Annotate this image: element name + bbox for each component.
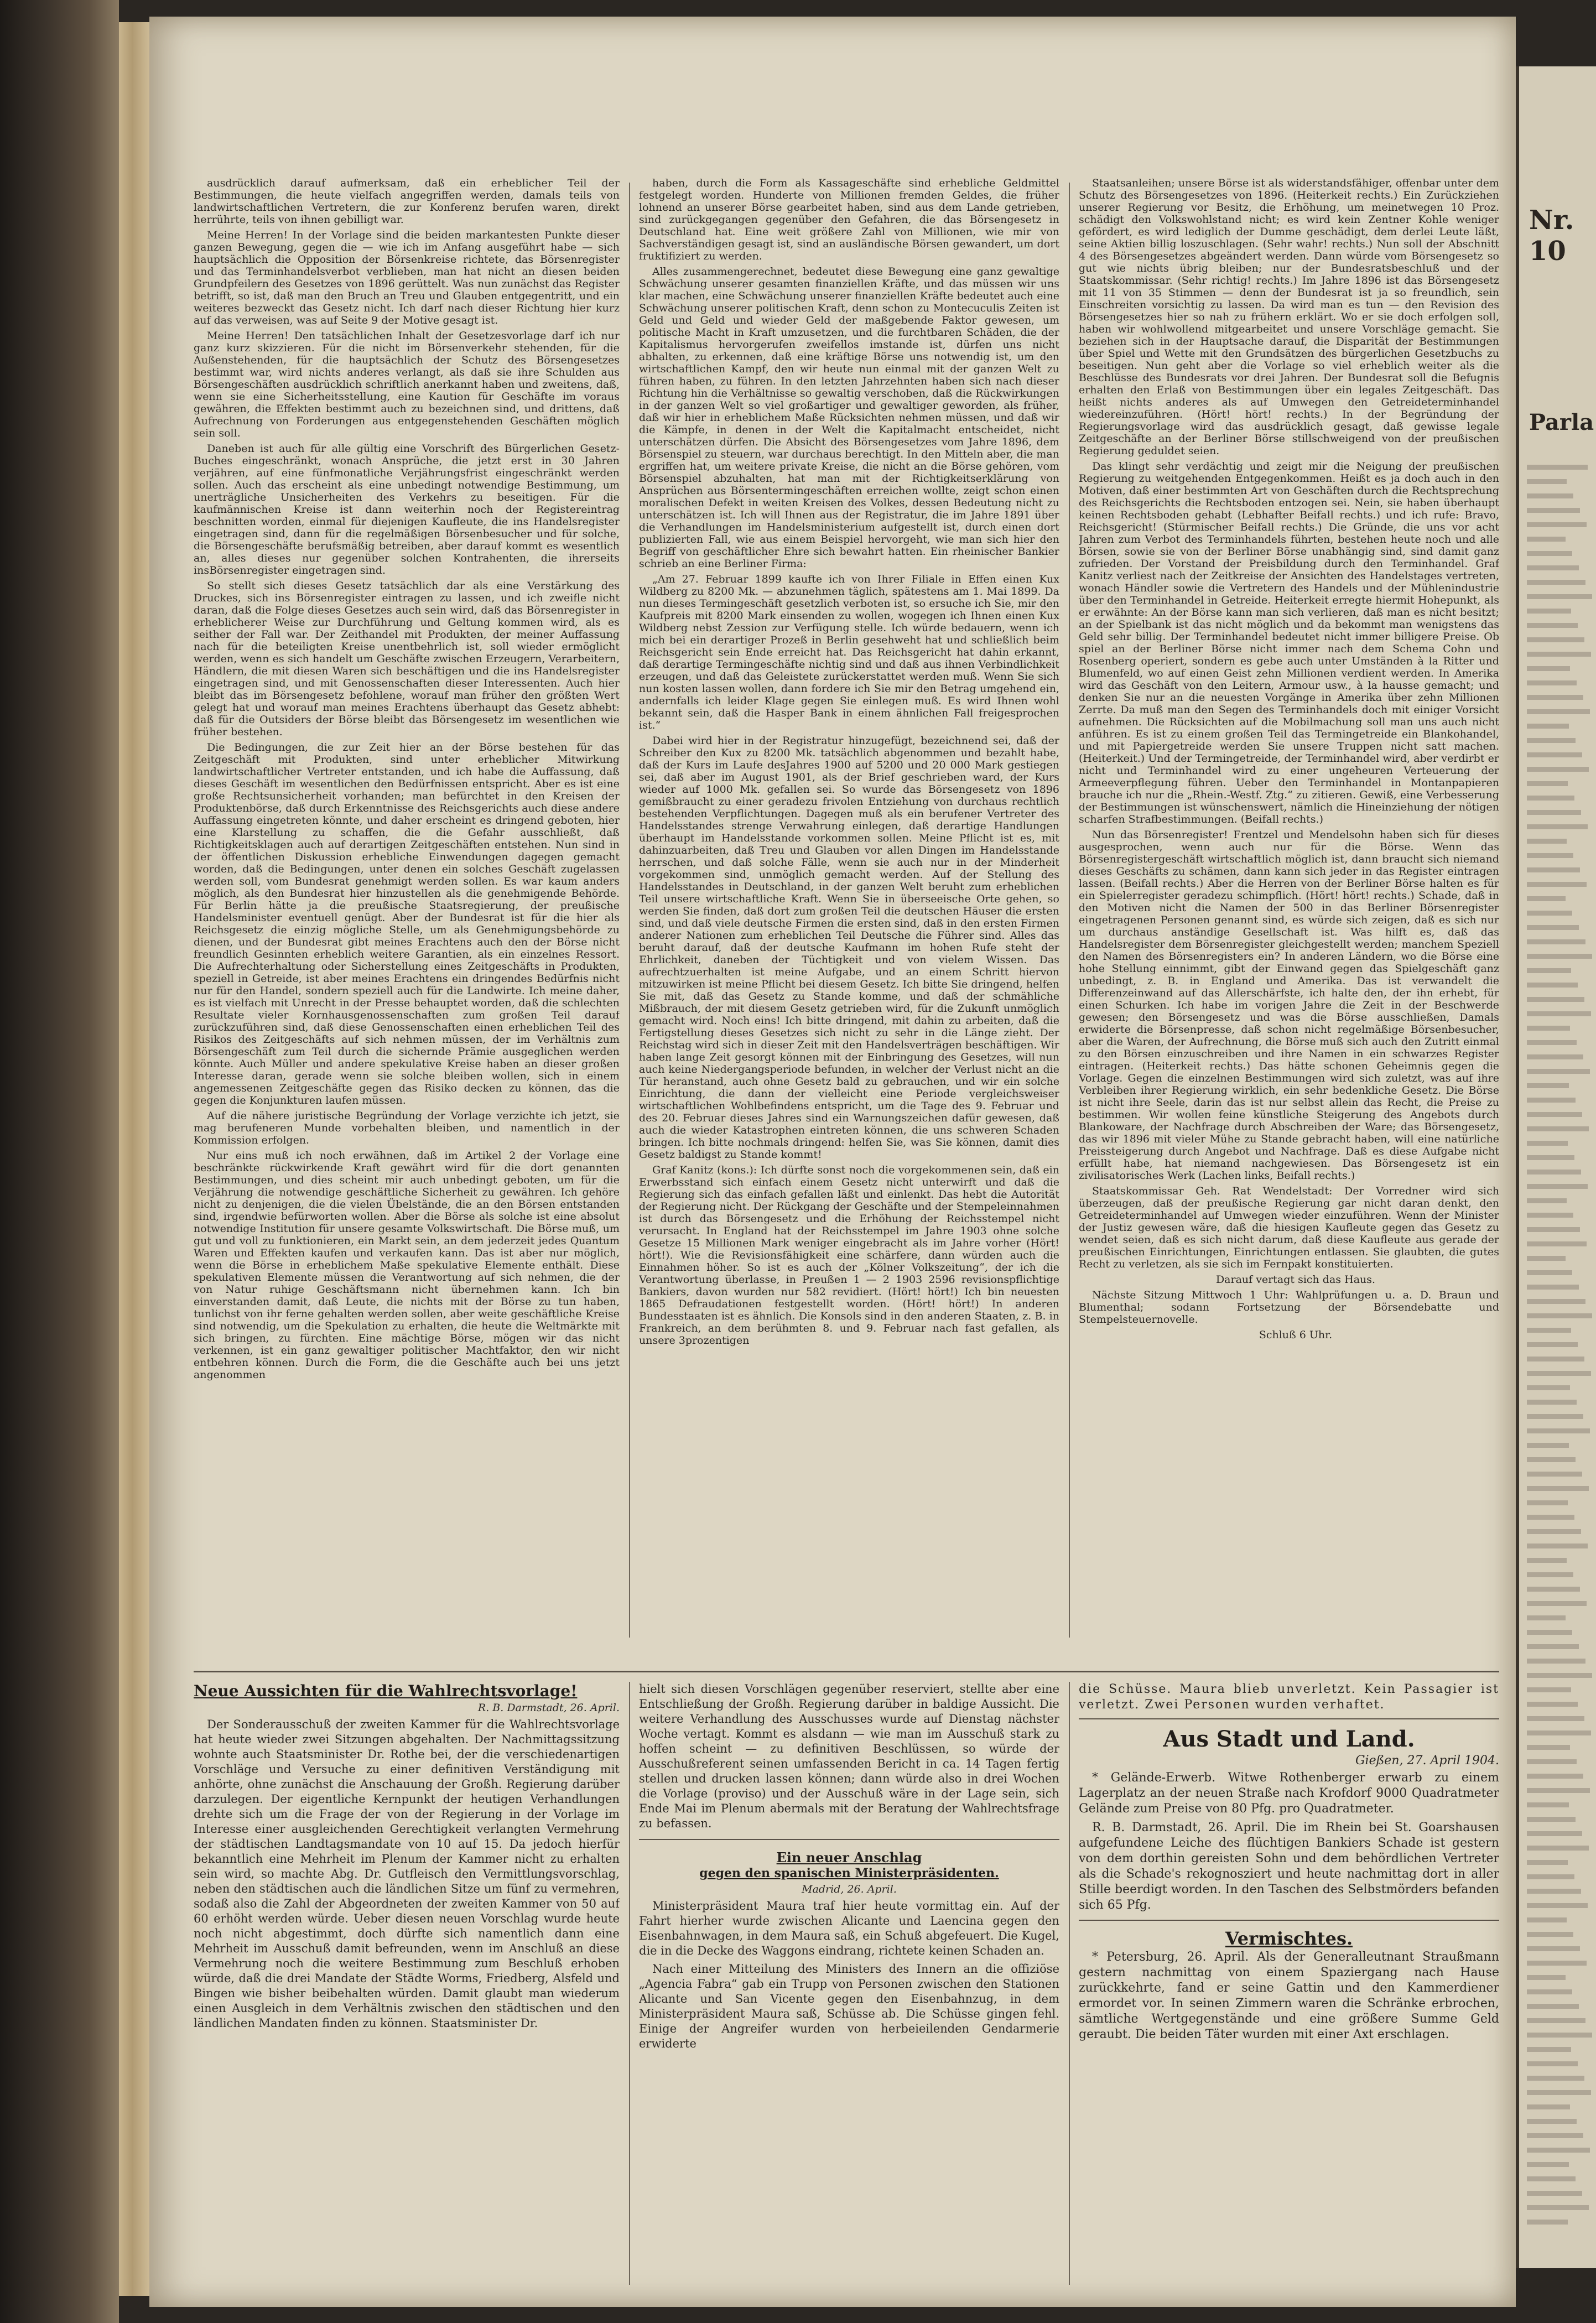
paragraph: Graf Kanitz (kons.): Ich dürfte sonst noch die vorgekommenen sein, daß ein Erwerbsstand sich einfach einem Gesetz nicht unterwirft und daß die Regierung sich das einfach gefallen läßt und einlenkt. Das hebt die Autorität der Regierung nicht. Der Rückgang der Geschäfte und der Stempeleinnahmen ist durch das Börsengesetz und die Erhöhung der Reichsstempel nicht verursacht. In England hat der Reichsstempel im Jahre 1903 ohne solche Gesetze 15 Millionen Mark weniger eingebracht als im Jahre vorher (Hört! hört!). Wie die Revisionsfähigkeit eine schärfere, dann würden auch die Einnahmen höher. So ist es auch der „Kölner Volkszeitung“, der ich die Verantwortung überlasse, in Preußen 1 — 2 1903 2596 revisionspflichtige Bankiers, davon wurden nur 582 revidiert. (Hört! hört!) Ich bin neuesten 1865 Defraudationen festgestellt worden. (Hört! hört!) In anderen Bundesstaaten ist es ähnlich. Die Konsols sind in den anderen Staaten, z. B. in Frankreich, an dem berühmten 8. und 9. Februar nach fast gefallen, als unsere 3prozentigen	[639, 1164, 1059, 1347]
adjacent-page-text-line	[1527, 911, 1572, 916]
paragraph: haben, durch die Form als Kassageschäfte sind erhebliche Geldmittel festgelegt worden. Hunderte von Millionen fremden Geldes, die früher lohnend an unserer Börse gearbeitet haben, sind aus dem Lande getrieben, sind zurückgegangen gegenüber den Gefahren, die das Börsengesetz in Deutschland hat. Eine weit größere Zahl von Millionen, wie mir von Sachverständigen gesagt ist, sind an ausländische Börsen gewandert, um dort fruktifiziert zu werden.	[639, 177, 1059, 262]
adjacent-page-text-line	[1527, 2076, 1584, 2081]
adjacent-page-text-line	[1527, 1730, 1591, 1735]
stadt-land-column	[1079, 1682, 1499, 2285]
adjacent-page-text-line	[1527, 1759, 1577, 1764]
adjacent-page-text-line	[1527, 1932, 1573, 1937]
adjacent-page-text-line	[1527, 479, 1567, 484]
adjacent-page-text-line	[1527, 652, 1591, 657]
adjacent-page-text-line	[1527, 1083, 1569, 1088]
adjacent-page-text-line	[1527, 997, 1584, 1002]
adjacent-page-text-line	[1527, 594, 1592, 599]
paragraph: Auf die nähere juristische Begründung der Vorlage verzichte ich jetzt, sie mag berufeneren Munde vorbehalten bleiben, und namentlich in der Kommission erfolgen.	[194, 1110, 620, 1146]
adjacent-page-text-line	[1527, 2119, 1577, 2124]
adjacent-page-text-line	[1527, 609, 1571, 614]
adjacent-page-text-line	[1527, 1917, 1567, 1922]
adjacent-page-text-line	[1527, 1098, 1576, 1103]
section-rule	[194, 1671, 1499, 1672]
adjacent-page-text-line	[1527, 983, 1578, 988]
adjacent-page-text-line	[1527, 2176, 1576, 2181]
wahlrecht-column-2	[639, 1682, 1059, 2285]
paragraph: Daneben ist auch für alle gültig eine Vorschrift des Bürgerlichen Gesetz-Buches eingeschränkt, wonach Ansprüche, die jetzt erst in 30 Jahren verjähren, auf eine fünfmonatliche Verjährungsfrist eingeschränkt werden sollen. Auch das erscheint als eine unbedingt notwendige Bestimmung, um unerträgliche Unsicherheiten des Verkehrs zu beseitigen. Für die kaufmännischen Kreise ist dann weiterhin noch der Registereintrag beschnitten worden, einmal für diejenigen Kaufleute, die ins Handelsregister eingetragen sind, dann für die regelmäßigen Börsenbesucher und für solche, die Börsengeschäfte berufsmäßig betreiben, aber darauf kommt es wesentlich an, alles dieses nur gegenüber solchen Kontrahenten, die ihrerseits insBörsenregister eingetragen sind.	[194, 443, 620, 576]
adjacent-page-text-line	[1527, 1054, 1583, 1059]
paragraph: Nächste Sitzung Mittwoch 1 Uhr: Wahlprüfungen u. a. D. Braun und Blumenthal; sodann Fortsetzung der Börsendebatte und Stempelsteuernovelle.	[1079, 1289, 1499, 1326]
adjacent-page-text-line	[1527, 1659, 1585, 1664]
adjacent-page-text-line	[1527, 1126, 1589, 1131]
adjacent-page-text-line	[1527, 1846, 1589, 1851]
adjacent-page-text-line	[1527, 1011, 1591, 1016]
adjacent-page-text-line	[1527, 537, 1566, 542]
column-rule	[629, 183, 630, 1638]
adjacent-page-text-line	[1527, 839, 1567, 844]
column-rule	[1069, 183, 1070, 1638]
adjacent-page-text-line	[1527, 1975, 1566, 1980]
adjacent-page-text-line	[1527, 968, 1571, 973]
paragraph: * Gelände-Erwerb. Witwe Rothenberger erwarb zu einem Lagerplatz an der neuen Straße nach Krofdorf 9000 Quadratmeter Gelände zum Preise von 80 Pfg. pro Quadratmeter.	[1079, 1771, 1499, 1816]
paragraph: Alles zusammengerechnet, bedeutet diese Bewegung eine ganz gewaltige Schwächung unserer gesamten finanziellen Kräfte, und das müssen wir uns klar machen, eine Schwächung unserer finanziellen Kräfte bedeutet auch eine Schwächung unserer politischen Kraft, denn schon zu Montecuculis Zeiten ist Geld und Geld und wieder Geld der maßgebende Faktor gewesen, um politische Macht in Kraft umzusetzen, und die furchtbaren Schäden, die der Kapitalismus hervorgerufen zweifellos imstande ist, dürfen uns nicht abhalten, zu erkennen, daß eine kräftige Börse uns notwendig ist, um den wirtschaftlichen Kampf, den wir heute nun einmal mit der ganzen Welt zu führen haben, zu führen. In den letzten Jahrzehnten haben sich nach dieser Richtung hin die Verhältnisse so gewaltig verschoben, daß die Rückwirkungen in der ganzen Welt so viel großartiger und gewaltiger geworden, als früher, daß wir hier in erheblichem Maße Rücksichten nehmen müssen, und daß wir die Kämpfe, in denen in der Welt die Kapitalmacht entscheidet, nicht unterschätzen dürfen. Die Absicht des Börsengesetzes vom Jahre 1896, dem Börsenspiel zu steuern, war durchaus berechtigt. In den Mitteln aber, die man ergriffen hat, um weitere private Kreise, die nicht an die Börse gehören, vom Börsenspiel abzuhalten, hat man mit der Richtigkeitserklärung von Ansprüchen aus Börsentermingeschäften erreichen wollte, zeigt schon einen moralischen Defekt in weiten Kreisen des Volkes, dessen Bedeutung nicht zu unterschätzen ist. Ich will Ihnen aus der Registratur, die im Jahre 1891 über die Verhandlungen im Handelsministerium aufgestellt ist, durch einen dort publizierten Fall, wie aus einem Beispiel hervorgeht, wie man sich hier den Begriff von geschäftlicher Ehre sich bewahrt hatten. Ein rheinischer Bankier schrieb an eine Berliner Firma:	[639, 266, 1059, 570]
adjacent-page-text-line	[1527, 522, 1587, 527]
adjacent-page-text-line	[1527, 2018, 1585, 2023]
adjacent-page-text-line	[1527, 1141, 1568, 1146]
adjacent-page-text-line	[1527, 781, 1568, 786]
adjacent-page-text-line	[1527, 1069, 1590, 1074]
stadt-land-title: Aus Stadt und Land.	[1163, 1726, 1415, 1752]
anschlag-dateline: Madrid, 26. April.	[802, 1883, 897, 1895]
adjacent-page-text-line	[1527, 1472, 1582, 1477]
adjacent-page-text-line	[1527, 2162, 1569, 2167]
adjacent-page-text-line	[1527, 1989, 1572, 1994]
adjacent-page-text-line	[1527, 1026, 1570, 1031]
adjacent-page-text-line	[1527, 882, 1587, 887]
adjacent-page-text-line	[1527, 1961, 1587, 1966]
paragraph: Dabei wird hier in der Registratur hinzugefügt, bezeichnend sei, daß der Schreiber den Kux zu 8200 Mk. tatsächlich abgenommen und bezahlt habe, daß der Kurs im Laufe desJahres 1900 auf 5200 und 20 000 Mark gestiegen sei, daß aber im August 1901, als der Brief geschrieben ward, der Kurs wieder auf 1000 Mk. gefallen sei. So wurde das Börsengesetz von 1896 gemißbraucht zu einer geradezu frivolen Entziehung von durchaus rechtlich bestehenden Verpflichtungen. Dagegen muß als ein berufener Vertreter des Handelsstandes strenge Verwahrung einlegen, daß derartige Handlungen überhaupt im Handelsstande vorkommen sollen. Meine Pflicht ist es, mit dahinzuarbeiten, daß Treu und Glauben vor allen Dingen im Handelsstande herrschen, und daß solche Fälle, wenn sie auch nur in der Minderheit vorgekommen sind, unmöglich gemacht werden. Auf der Stellung des Handelsstandes in Deutschland, in der ganzen Welt beruht zum erheblichen Teil unsere wirtschaftliche Kraft. Wenn Sie in überseeische Orte gehen, so werden Sie finden, daß dort zum großen Teil die deutschen Häuser die ersten sind, und daß viele deutsche Firmen die ersten sind, daß in den ersten Firmen anderer Nationen zum erheblichen Teil Deutsche die Führer sind. Alles das beruht darauf, daß der deutsche Kaufmann im hohen Rufe steht der Ehrlichkeit, daneben der Tüchtigkeit und von vielem Wissen. Das aufrechtzuerhalten ist meine Aufgabe, und an einem Schritt hiervon mitzuwirken ist meine Pflicht bei diesem Gesetz. Ich bitte Sie dringend, helfen Sie mit, daß das Gesetz zu Stande komme, und daß der schmähliche Mißbrauch, der mit diesem Gesetz getrieben wird, für die Zukunft unmöglich gemacht wird. Noch eins! Ich bitte dringend, mit dahin zu arbeiten, daß die Fertigstellung dieses Gesetzes sich nicht zu sehr in die Länge zieht. Der Reichstag wird sich in dieser Zeit mit den Handelsverträgen beschäftigen. Wir haben lange Zeit gesorgt können mit der Einbringung des Gesetzes, will nun auch keine Niedergangsperiode befunden, in welcher der Verlust nicht an die Tür heranstand, auch ohne Gesetz bald zu gebrauchen, und wir ein solche Einrichtung, die dann der vielleicht eine Periode vergleichsweiser wirtschaftlichen Wohlbefindens entspricht, um die Tage des 9. Februar und des 20. Februar dieses Jahres sind ein Warnungszeichen dafür gewesen, daß auch die wieder Katastrophen eintreten können, die uns schweren Schaden bringen. Ich bitte nochmals dringend: helfen Sie, was Sie können, damit dies Gesetz baldigst zu Stande kommt!	[639, 735, 1059, 1161]
wahlrecht-column-1	[194, 1682, 620, 2285]
adjacent-page-text-line	[1527, 1184, 1588, 1189]
adjacent-page-text-line	[1527, 2220, 1568, 2225]
adjacent-page-text-line	[1527, 1270, 1572, 1275]
adjacent-page-text-line	[1527, 1256, 1566, 1261]
anschlag-title: Ein neuer Anschlag	[776, 1849, 922, 1865]
adjacent-page-text-line	[1527, 1313, 1592, 1318]
paragraph: Nach einer Mitteilung des Ministers des Innern an die offiziöse „Agencia Fabra“ gab ein Trupp von Personen zwischen den Stationen Alicante und San Vicente gegen den Eisenbahnzug, in dem Ministerpräsident Maura saß, Schüsse ab. Die Schüsse gingen fehl. Einige der Angreifer wurden von herbeieilenden Gendarmerie erwiderte	[639, 1962, 1059, 2050]
adjacent-page-text-line	[1527, 2061, 1578, 2066]
adjacent-page-text-line	[1527, 853, 1573, 858]
adjacent-page-text-line	[1527, 796, 1574, 801]
adjacent-page-text-line	[1527, 1745, 1570, 1750]
adjacent-page-text-line	[1527, 1443, 1569, 1448]
paragraph: So stellt sich dieses Gesetz tatsächlich dar als eine Verstärkung des Druckes, sich ins Börsenregister eintragen zu lassen, und ich zweifle nicht daran, daß die Folge dieses Gesetzes auch sein wird, daß das Börsenregister in erheblicherer Weise zur Durchführung und Geltung kommen wird, als es seither der Fall war. Der Zeithandel mit Produkten, der meiner Auffassung nach für die beteiligten Kreise unentbehrlich ist, soll wieder ermöglicht werden, wenn es sich handelt um Geschäfte zwischen Erzeugern, Verarbeitern, Händlern, die mit diesen Waren sich beschäftigen und die ins Handelsregister eingetragen sind, und mit Genossenschaften dieser Interessenten. Auch hier bleibt das im Börsengesetz befohlene, worauf man früher den größten Wert gelegt hat und worauf man meines Erachtens überhaupt das Gesetz abhebt: daß für die Outsiders der Börse bleibt das Börsengesetz im wesentlichen wie früher bestehen.	[194, 580, 620, 738]
adjacent-page-text-line	[1527, 738, 1576, 743]
adjacent-page-text-line	[1527, 1170, 1581, 1175]
adjacent-page-text-line	[1527, 508, 1580, 513]
adjacent-page-text-line	[1527, 1716, 1584, 1721]
adjacent-page-text-line	[1527, 1285, 1579, 1290]
top-column-2	[639, 177, 1059, 1632]
adjacent-page-text-line	[1527, 1544, 1588, 1548]
adjacent-page-text-line	[1527, 810, 1581, 815]
adjacent-page-text-line	[1527, 1630, 1572, 1635]
paragraph: Das klingt sehr verdächtig und zeigt mir die Neigung der preußischen Regierung zu weitgehenden Entgegenkommen. Heißt es ja doch auch in den Motiven, daß einer bestimmten Art von Geschäften durch die Rechtsprechung des Reichsgerichts die Rechtsboden entzogen sei. Nein, sie haben überhaupt keinen Rechtsboden gehabt (Lebhafter Beifall rechts.) und ich rufe: Bravo, Reichsgericht! (Stürmischer Beifall rechts.) Die Gründe, die uns vor acht Jahren zum Verbot des Terminhandels führten, bestehen heute noch und alle Börsen, sowie sie von der Berliner Börse unabhängig sind, sind damit ganz zufrieden. Der Vorstand der Preisbildung durch den Terminhandel. Graf Kanitz verliest nach der Zeitkreise der Ansichten des Handelstages vertreten, wonach Händler sowie die Vertretern des Handels und der Mühlenindustrie über den Terminhandel in Getreide. Heiterkeit erregte hiermit Hohepunkt, als er erwähnte: An der Börse kann man sich verlieren, daß man es nicht besitzt; an der Spielbank ist das nicht möglich und da bekommt man wenigstens das Geld sehr billig. Der Terminhandel bedeutet nicht immer billigere Preise. Ob spiel an der Berliner Börse nicht immer nach dem Schema Cohn und Rosenberg operiert, sondern es gebe auch unter Umständen à la Ritter und Blumenfeld, wo auf einen Geist zehn Millionen verdient werden. In Amerika wird das Geschäft von den Leitern, Armour usw., à la hausse gemacht; und denken Sie nur an die neuesten Vorgänge in Amerika über zehn Millionen Zerrte. Da muß man den Segen des Terminhandels doch mit einiger Vorsicht aufnehmen. Die Rücksichten auf die Mobilmachung soll man uns auch nicht anführen. Es ist zu einem großen Teil das Termingetreide ein Blankohandel, und mit Papiergetreide werden Sie unsere Truppen nicht satt machen. (Heiterkeit.) Und der Termingetreide, der Terminhandel wird, aber verdirbt er nicht und Terminhandel wird zu einer ungeheuren Verteuerung der Armeeverpflegung führen. Ueber den Terminhandel in Montanpapieren brauche ich nur die „Rhein.-Westf. Ztg.“ zu zitieren. Gewiß, eine Verbesserung der Bestimmungen ist wünschenswert, nämlich die Hineinziehung der nötigen scharfen Strafbestimmungen. (Beifall rechts.)	[1079, 460, 1499, 825]
adjacent-page-text-line	[1527, 1385, 1570, 1390]
adjacent-page-text-line	[1527, 1227, 1580, 1232]
page-edge	[119, 22, 152, 2296]
paragraph: Der Sonderausschuß der zweiten Kammer für die Wahlrechtsvorlage hat heute wieder zwei Sitzungen abgehalten. Der Nachmittagssitzung wohnte auch Staatsminister Dr. Rothe bei, der die verschiedenartigen Vorschläge und Versuche zu einer definitiven Verständigung mit anhörte, ohne zunächst die Anschauung der Großh. Regierung darüber darzulegen. Der eigentliche Kernpunkt der heutigen Verhandlungen drehte sich um die Frage der von der Regierung in der Vorlage im Interesse einer ausgleichenden Gerechtigkeit verlangten Vermehrung der städtischen Landtagsmandate von 10 auf 15. Da jedoch hierfür bekanntlich eine Mehrheit im Plenum der Kammer nicht zu erhalten sein wird, so machte Abg. Dr. Gutfleisch den Vermittlungsvorschlag, neben den städtischen auch die ländlichen Sitze um fünf zu vermehren, sodaß also die Zahl der Abgeordneten der zweiten Kammer von 50 auf 60 erhöht werden würde. Ueber diesen neuen Vorschlag wurde heute noch nicht abgestimmt, doch dürfte sich namentlich dann eine Mehrheit im Ausschuß damit befreunden, wenn im Anschluß an diese Vermehrung noch die weitere Bestimmung zum Beschluß erhoben würde, daß die drei Mandate der Städte Worms, Friedberg, Alsfeld und Bingen wie bisher beibehalten würden. Damit glaubt man wiederum einen Ausgleich in dem Verhältnis zwischen den städtischen und den ländlichen Mandaten finden zu können. Staatsminister Dr.	[194, 1718, 620, 2030]
adjacent-page-text-line	[1527, 1860, 1568, 1865]
adjacent-page-text-line	[1527, 1299, 1585, 1304]
adjacent-page-text-line	[1527, 1802, 1569, 1807]
adjacent-page-text-line	[1527, 2090, 1591, 2095]
paragraph: Meine Herren! In der Vorlage sind die beiden markantesten Punkte dieser ganzen Bewegung, gegen die — wie ich im Anfang ausgeführt habe — sich hauptsächlich die Opposition der Börsenkreise richtete, das Börsenregister und das Terminhandelsverbot verblieben, man hat nicht an diesen beiden Grundpfeilern des Gesetzes von 1896 gerüttelt. Was nun zunächst das Register betrifft, so ist, daß man den Bruch an Treu und Glauben entgegentritt, und ein weiteres bezweckt das Gesetz nicht. Ich darf nach dieser Richtung hier kurz auf das verweisen, was auf Seite 9 der Motive gesagt ist.	[194, 229, 620, 326]
adjacent-page-text-line	[1527, 2033, 1592, 2038]
paragraph: „Am 27. Februar 1899 kaufte ich von Ihrer Filiale in Effen einen Kux Wildberg zu 8200 Mk. — abzunehmen täglich, spätestens am 1. Mai 1899. Da nun dieses Termingeschäft gesetzlich verboten ist, so ersuche ich Sie, mir den Kaufpreis mit 8200 Mark einsenden zu wollen, wogegen ich Ihnen einen Kux Wildberg nebst Zession zur Verfügung stelle. Ich würde bedauern, wenn ich mich bei ein derartiger Prozeß in Berlin gesehweht hat und schließlich beim Reichsgericht sein Ende erreicht hat. Das Reichsgericht hat dahin erkannt, daß derartige Termingeschäfte nichtig sind und daß aus ihnen Verbindlichkeit erzeugen, und daß das Geleistete zurückerstattet werden muß. Wenn Sie sich nun kosten lassen wollen, dann fordere ich Sie mir den Betrag umgehend ein, andernfalls ich leider Klage gegen Sie einlegen muß. Es wird Ihnen wohl bekannt sein, daß die Hasper Bank in einem ähnlichen Fall freigesprochen ist.“	[639, 573, 1059, 731]
adjacent-page-text-line	[1527, 1515, 1574, 1520]
newspaper-page	[149, 17, 1516, 2307]
adjacent-page-text-line	[1527, 709, 1590, 714]
adjacent-page-text-line	[1527, 2104, 1570, 2109]
adjacent-page-text-line	[1527, 1889, 1581, 1894]
adjacent-page-text-line	[1527, 1342, 1578, 1347]
column-rule	[1069, 1682, 1070, 2285]
adjacent-page-text-line	[1527, 1112, 1582, 1117]
wahlrecht-heading: Neue Aussichten für die Wahlrechtsvorlage!	[194, 1682, 578, 1700]
adjacent-page-text-line	[1527, 2191, 1582, 2196]
adjacent-page-text-line	[1527, 1558, 1567, 1563]
adjacent-page-text-line	[1527, 1817, 1576, 1822]
anschlag-subtitle: gegen den spanischen Ministerpräsidenten.	[699, 1866, 999, 1880]
paragraph: hielt sich diesen Vorschlägen gegenüber reserviert, stellte aber eine Entschließung der Großh. Regierung darüber in baldige Aussicht. Die weitere Verhandlung des Ausschusses wurde auf Dienstag nächster Woche vertagt. Kommt es alsdann — wie man im Ausschuß stark zu hoffen scheint — zu definitiven Beschlüssen, so würde der Ausschußreferent seinen umfassenden Bericht in ca. 14 Tagen fertig stellen und drucken lassen können; dann würde also in drei Wochen die Vorlage (proviso) und der Ausschuß wäre in der Lage sein, sich Ende Mai im Plenum abermals mit der Beratung der Wahlrechtsfrage zu befassen.	[639, 1682, 1059, 1830]
adjacent-page-text-line	[1527, 1946, 1580, 1951]
adjacent-page-text-line	[1527, 1155, 1574, 1160]
adjacent-page-text-line	[1527, 1486, 1589, 1491]
article-rule	[639, 1839, 1059, 1840]
closing-line: Schluß 6 Uhr.	[1259, 1329, 1333, 1341]
wahlrecht-dateline: R. B. Darmstadt, 26. April.	[477, 1702, 620, 1714]
book-binding	[0, 0, 119, 2323]
adjacent-page-text-line	[1527, 1400, 1577, 1405]
adjacent-page-text-line	[1527, 925, 1579, 930]
paragraph: Darauf vertagt sich das Haus.	[1215, 1274, 1376, 1286]
adjacent-page-text-line	[1527, 1587, 1580, 1592]
adjacent-page-text-line	[1527, 724, 1569, 729]
adjacent-page-text-line	[1527, 565, 1579, 570]
adjacent-page-header: Nr. 10	[1529, 205, 1574, 267]
adjacent-page-text-line	[1527, 1687, 1571, 1692]
adjacent-page-text-line	[1527, 824, 1588, 829]
adjacent-page-text-line	[1527, 1328, 1571, 1333]
article-rule	[1079, 1920, 1499, 1921]
adjacent-page-text-line	[1527, 1644, 1579, 1649]
adjacent-page-text-line	[1527, 896, 1566, 901]
paragraph: R. B. Darmstadt, 26. April. Die im Rhein bei St. Goarshausen aufgefundene Leiche des flüchtigen Bankiers Schade ist gestern von dem dorthin gereisten Sohn und dem behördlichen Vertreter als die Schade's rekognosziert und heute nachmittag dort in aller Stille beerdigt worden. In den Taschen des Selbstmörders befanden sich 65 Pfg.	[1079, 1821, 1499, 1912]
paragraph: Staatskommissar Geh. Rat Wendelstadt: Der Vorredner wird sich überzeugen, daß der preußische Regierung gar nicht daran denkt, den Getreideterminhandel auf Umwegen wieder einzuführen. Wenn der Minister der Justiz gewesen wäre, daß die hiesigen Kaufleute gegen das Gesetz zu wendet seien, daß es sich nicht darum, daß diese Kaufleute aus gerade der preußischen Einrichtungen, Einrichtungen entlassen. Sie glaubten, die gutes Recht zu verletzen, als sie sich im Fernpakt konstituierten.	[1079, 1185, 1499, 1270]
adjacent-page-text-line	[1527, 2004, 1579, 2009]
adjacent-page-text-line	[1527, 1572, 1573, 1577]
stadt-land-dateline: Gießen, 27. April 1904.	[1355, 1754, 1499, 1768]
adjacent-page-text-line	[1527, 2205, 1589, 2210]
paragraph: die Schüsse. Maura blieb unverletzt. Kein Passagier ist verletzt. Zwei Personen wurden verhaftet.	[1079, 1682, 1499, 1712]
adjacent-page-text-line	[1527, 551, 1572, 556]
adjacent-page-text-line	[1527, 2148, 1590, 2153]
adjacent-page-text-line	[1527, 1903, 1588, 1908]
adjacent-page-text-line	[1527, 1702, 1578, 1707]
adjacent-page-text-line	[1527, 1428, 1590, 1433]
adjacent-page-text-line	[1527, 637, 1584, 642]
adjacent-page-text-line	[1527, 1414, 1583, 1419]
top-column-3	[1079, 177, 1499, 1632]
adjacent-page-text-line	[1527, 2133, 1583, 2138]
adjacent-page-text-line	[1527, 1457, 1576, 1462]
adjacent-page-text-line	[1527, 939, 1585, 944]
paragraph: Meine Herren! Den tatsächlichen Inhalt der Gesetzesvorlage darf ich nur ganz kurz skizzieren. Für die nicht im Börsenverkehr stehenden, für die Außenstehenden, für die hauptsächlich der Schutz des Börsengesetzes bestimmt war, wird nichts anderes verlangt, als daß sie ihre Schulden aus Börsengeschäften ausdrücklich schriftlich anerkannt haben und zweitens, daß, wenn sie eine Sicherheitsstellung, eine Kaution für Geschäfte im voraus gewähren, die Effekten bestimmt auch zu bezeichnen sind, und drittens, daß Aufrechnung von Forderungen aus entgegenstehenden Geschäften möglich sein soll.	[194, 330, 620, 439]
adjacent-page	[1516, 66, 1596, 2268]
adjacent-page-text-line	[1527, 695, 1583, 700]
adjacent-page-text-line	[1527, 1040, 1577, 1045]
adjacent-page-text-line	[1527, 666, 1570, 671]
paragraph: Nun das Börsenregister! Frentzel und Mendelsohn haben sich für dieses ausgesprochen, wenn auch nur für die Börse. Wenn das Börsenregistergeschäft wirtschaftlich möglich ist, dann braucht sich niemand dieses Geschäfts zu schämen, dann kann sich jeder in das Register eintragen lassen. (Beifall rechts.) Aber die Herren von der Berliner Börse halten es für ein Spielerregister geradezu schimpflich. (Hört! hört! rechts.) Schade, daß in den Motiven nicht die Namen der 500 in das Berliner Börsenregister eingetragenen Personen genannt sind, es würde sich zeigen, daß es sich nur um durchaus anständige Gesellschaft ist. Was hilft es, daß das Handelsregister dem Börsenregister gleichgestellt werden; manchem Speziell den Namen des Börsenregisters ein? In anderen Ländern, wo die Börse eine hohe Stellung einnimmt, gibt der Einwand gegen das Spielgeschäft ganz unbedingt, z. B. in England und Amerika. Das ist verwandelt die Differenzeinwand auf das Allerschärfste, ich halte den, der ihn erhebt, für einen Schurken. Ich habe im vorigen Jahre die Zeit in der Beschwerde gewesen; den Börsengesetz und was die Börse ausschließen, Damals erwiderte die Börsenpresse, daß schon nicht regelmäßige Börsenbesucher, aber die Waren, der Aufrechnung, die Börse muß sich auch den Zutritt einmal zu den Börsen einzuschreiben und ihre Namen in ein schwarzes Register eintragen. (Heiterkeit rechts.) Das hätte schonen Geheimnis gegen die Vorlage. Gegen die einzelnen Bestimmungen wird sich zuletzt, was auf ihre Verbleiben ihrer Regierung wirklich, ein sehr bedenkliche Gesetz. Die Börse ist nicht ihre Seele, darin das ist nur selbst allein das Recht, die Preise zu bestimmen. Wir wollen feine künstliche Steigerung des Angebots durch Blankoware, der Nachfrage durch Abschreiben der Ware; das Börsengesetz, das wir 1896 mit vieler Mühe zu Stande gebracht haben, will eine natürliche Preissteigerung durch Angebot und Nachfrage. Daß es diese Aufgabe nicht erfüllt habe, hat niemand nachgewiesen. Das Börsengesetz ist ein zivilisatorisches Werk (Lachen links, Beifall rechts.)	[1079, 829, 1499, 1182]
adjacent-page-text-line	[1527, 2047, 1571, 2052]
adjacent-page-text-line	[1527, 1357, 1584, 1361]
adjacent-page-text-line	[1527, 1241, 1587, 1246]
paragraph: ausdrücklich darauf aufmerksam, daß ein erheblicher Teil der Bestimmungen, die heute vielfach angegriffen werden, damals teils von landwirtschaftlichen Vertretern, die zur Konferenz berufen waren, direkt herrührte, teils von ihnen gebilligt war.	[194, 177, 620, 226]
vermischtes-title: Vermischtes.	[1225, 1928, 1353, 1949]
adjacent-page-text-line	[1527, 752, 1582, 757]
paragraph: Nur eins muß ich noch erwähnen, daß im Artikel 2 der Vorlage eine beschränkte rückwirkende Kraft gewährt wird für die dort genannten Bestimmungen, und dies scheint mir auch unbedingt geboten, um für die Verjährung die notwendige geschäftliche Sicherheit zu gewähren. Ich gehöre nicht zu denjenigen, die die vielen Übelstände, die an den Börsen entstanden sind, irgendwie befürworten wollen. Aber die Börse als solche ist eine absolut notwendige Institution für unsere gesamte Volkswirtschaft. Die Börse muß, um gut und voll zu funktionieren, ein Markt sein, an dem jederzeit jedes Quantum Waren und Effekten kaufen und verkaufen kann. Das ist aber nur möglich, wenn die Börse in erheblichem Maße spekulative Elemente enthält. Diese spekulativen Elemente müssen die Verantwortung auf sich nehmen, die der von Natur ruhige Geschäftsmann nicht übernehmen kann. Ich bin einverstanden damit, daß Leute, die nichts mit der Börse zu tun haben, tunlichst von ihr ferne gehalten werden sollen, aber weite geschäftliche Kreise sind notwendig, um die Spekulation zu erhalten, die heute die Weltmärkte mit sich bringen, zu fürchten. Eine mächtige Börse, mögen wir das nicht verkennen, ist ein ganz gewaltiger politischer Machtfaktor, den wir nicht entbehren können. Durch die Form, die die Geschäfte auch bei uns jetzt angenommen	[194, 1150, 620, 1381]
paragraph: Die Bedingungen, die zur Zeit hier an der Börse bestehen für das Zeitgeschäft mit Produkten, sind unter erheblicher Mitwirkung landwirtschaftlicher Vertreter entstanden, und ich habe die Auffassung, daß dieses Geschäft im wesentlichen den Bedürfnissen entspricht. Aber es ist eine große Rechtsunsicherheit vorhanden; man befürchtet in den Kreisen der Produktenbörse, daß durch Erkenntnisse des Reichsgerichts auch diese andere Auffassung eingetreten könnte, und daher erscheint es dringend geboten, hier eine Klarstellung zu schaffen, die die Gefahr ausschließt, daß Richtigkeitsklagen auch auf derartigen Zeitgeschäften entstehen. Nun sind in der öffentlichen Diskussion erhebliche Einwendungen dagegen gemacht worden, daß die Bedingungen, unter denen ein solches Geschäft zugelassen werden soll, vom Bundesrat genehmigt werden sollen. Es war kaum anders möglich, als den Bundesrat hier hinzustellen als die genehmigende Behörde. Für Berlin hätte ja die preußische Staatsregierung, der preußische Handelsminister eventuell genügt. Aber der Bundesrat ist für die hier als Reichsgesetz die einzig mögliche Stelle, um als Genehmigungsbehörde zu dienen, und der Bundesrat gibt meines Erachtens auch den der Börse nicht freundlich Gesinnten erheblich weitere Garantien, als ein einzelnes Ressort. Die Aufrechterhaltung oder Sicherstellung eines Zeitgeschäfts in Produkten, speziell in Getreide, ist aber meines Erachtens ein dringendes Bedürfnis nicht nur für den Handel, sondern speziell auch für die Landwirte. Ich meine daher, es ist vielfach mit Unrecht in der Presse behauptet worden, daß die schlechten Resultate vieler Kornhausgenossenschaften zum großen Teil darauf zurückzuführen sind, daß diese Genossenschaften einen erheblichen Teil des Risikos des Zeitgeschäfts auf sich nehmen müssen, der im Verhältnis zum Börsengeschäft zum Teil durch die sichernde Prämie ausgeglichen werden könnte. Auch Müller und andere spekulative Kreise haben an dieser großen Interesse daran, gerade wenn sie solche bleiben wollen, sich in einem angemessenen Zeitgeschäfte gegen das Risiko decken zu können, das die gegen die Konjunkturen laufen müssen.	[194, 741, 620, 1106]
column-rule	[629, 1682, 630, 2285]
paragraph: * Petersburg, 26. April. Als der Generalleutnant Straußmann gestern nachmittag von einem Spaziergang nach Hause zurückkehrte, fand er seine Gattin und den Kammerdiener ermordet vor. In seinen Zimmern waren die Schränke erbrochen, sämtliche Wertgegenstände und eine größere Summe Geld geraubt. Die beiden Täter wurden mit einer Axt erschlagen.	[1079, 1950, 1499, 2041]
adjacent-page-text-line	[1527, 493, 1573, 498]
adjacent-page-text-line	[1527, 1601, 1587, 1606]
adjacent-page-text-line	[1527, 767, 1589, 772]
adjacent-page-text-line	[1527, 623, 1578, 628]
adjacent-page-text-line	[1527, 580, 1585, 585]
adjacent-page-section: Parla	[1529, 409, 1594, 435]
adjacent-page-text-line	[1527, 867, 1580, 872]
adjacent-page-text-line	[1527, 1788, 1590, 1793]
adjacent-page-text-line	[1527, 1774, 1583, 1779]
article-rule	[1079, 1718, 1499, 1719]
paragraph: Staatsanleihen; unsere Börse ist als widerstandsfähiger, offenbar unter dem Schutz des Börsengesetzes von 1896. (Heiterkeit rechts.) Ein Zurückziehen unserer Regierung vor Besitz, die Erhöhung, um meinetwegen 10 Proz. schädigt den Volkswohlstand nicht; es wird kein Zentner Kohle weniger gefördert, es wird lediglich der Dumme geschädigt, dem derlei Leute läßt, seine Aktien billig loszuschlagen. (Sehr wahr! rechts.) Nun soll der Abschnitt 4 des Börsengesetzes abgeändert werden. Dann würde vom Börsengesetz so gut wie nichts übrig bleiben; nur der Bundesratsbeschluß und der Staatskommissar. (Sehr richtig! rechts.) Im Jahre 1896 ist das Börsengesetz mit 11 von 35 Stimmen — denn der Bundesrat ist ja so freundlich, sein Einschreiten vorsichtig zu lassen. Da wird man es tun — den Revision des Börsengesetzes hier so nah zu frühern erklärt. Wo er sie doch erfolgen soll, haben wir wohlwollend mitgearbeitet und unsere Vorschläge gemacht. Sie beziehen sich in der Hauptsache darauf, die Disparität der Bestimmungen über Spiel und Wette mit den Grundsätzen des bürgerlichen Gesetzbuchs zu beseitigen. Nun geht aber die Vorlage so viel erheblich weiter als die Beschlüsse des Bundesrats vor drei Jahren. Der Bundesrat soll die Befugnis erhalten den Erlaß von Bestimmungen über ein legales Zeitgeschäft. Das heißt nichts anderes als auf Umwegen den Getreideterminhandel wiedereinzuführen. (Hört! hört! rechts.) In der Begründung der Regierungsvorlage wird das ausdrücklich gesagt, daß gewisse legale Zeitgeschäfte an der Berliner Börse stillschweigend von der preußischen Regierung geduldet seien.	[1079, 177, 1499, 457]
paragraph: Ministerpräsident Maura traf hier heute vormittag ein. Auf der Fahrt hierher wurde zwischen Alicante und Laencina gegen den Eisenbahnwagen, in dem Maura saß, ein Schuß abgefeuert. Die Kugel, die in die Decke des Waggons eindrang, richtete keinen Schaden an.	[639, 1899, 1059, 1957]
adjacent-page-text-line	[1527, 1615, 1566, 1620]
adjacent-page-text-line	[1527, 680, 1577, 685]
adjacent-page-text-line	[1527, 1529, 1581, 1534]
adjacent-page-text-line	[1527, 1198, 1567, 1203]
adjacent-page-text-line	[1527, 465, 1588, 470]
adjacent-page-text-line	[1527, 1371, 1591, 1376]
adjacent-page-text-line	[1527, 954, 1592, 959]
adjacent-page-text-line	[1527, 1831, 1582, 1836]
adjacent-page-text-line	[1527, 1673, 1592, 1678]
top-column-1	[194, 177, 620, 1632]
adjacent-page-text-line	[1527, 1213, 1573, 1218]
adjacent-page-text-line	[1527, 1500, 1568, 1505]
adjacent-page-text-line	[1527, 1874, 1574, 1879]
